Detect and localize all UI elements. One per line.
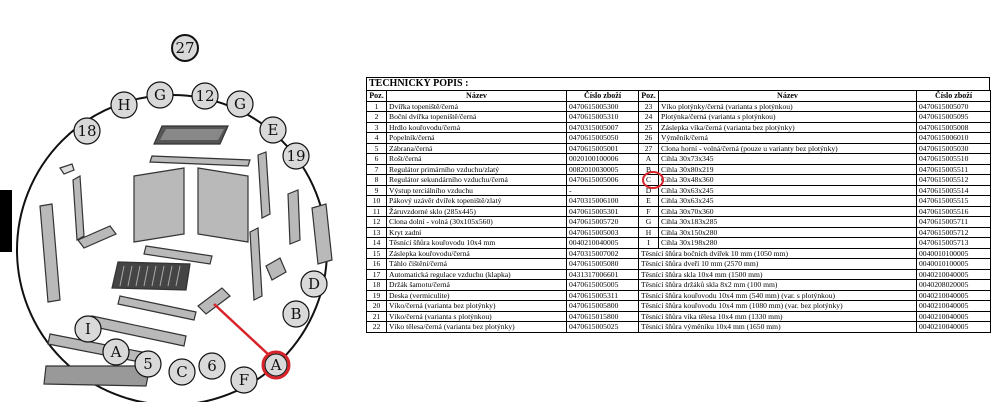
svg-text:G: G bbox=[154, 86, 166, 104]
cell-poz: 3 bbox=[367, 122, 387, 133]
cell-nazev: Rošt/černá bbox=[387, 154, 567, 165]
exploded-parts-diagram bbox=[0, 0, 345, 402]
cell-poz-right: Těsnící šňůra skla 10x4 mm (1500 mm) bbox=[639, 269, 917, 280]
table-row bbox=[367, 301, 991, 312]
cell-nazev: Kryt zadní bbox=[387, 227, 567, 238]
cell-nazev-right: Plotýnka/černá (varianta s plotýnkou) bbox=[659, 112, 917, 123]
svg-text:A: A bbox=[270, 356, 282, 374]
svg-text:I: I bbox=[85, 320, 91, 338]
table-header-row bbox=[367, 91, 991, 102]
cell-poz-right: A bbox=[639, 154, 659, 165]
label-h bbox=[111, 92, 137, 118]
cell-cislo-right: 0470615005095 bbox=[917, 112, 991, 123]
cell-cislo-right: 0470615005711 bbox=[917, 217, 991, 228]
cell-poz: 10 bbox=[367, 196, 387, 207]
cell-cislo: 0470615005005 bbox=[567, 280, 639, 291]
table-body bbox=[367, 101, 991, 332]
cell-cislo: 0470615005025 bbox=[567, 322, 639, 333]
label-a bbox=[103, 339, 129, 365]
cell-nazev: Regulátor primárního vzduchu/zlatý bbox=[387, 164, 567, 175]
cell-nazev: Držák šamotu/černá bbox=[387, 280, 567, 291]
table-row bbox=[367, 290, 991, 301]
cell-cislo: 0082010030005 bbox=[567, 164, 639, 175]
header-cislo-right: Číslo zboží bbox=[917, 91, 991, 102]
cell-nazev: Táhlo čištění/černá bbox=[387, 259, 567, 270]
cell-nazev: Hrdlo kouřovodu/černá bbox=[387, 122, 567, 133]
svg-text:H: H bbox=[117, 96, 131, 114]
cell-cislo: 0470615005311 bbox=[567, 290, 639, 301]
brick-6 bbox=[44, 366, 150, 386]
d-panel bbox=[288, 190, 300, 244]
cell-nazev: Pákový uzávěr dvířek topeniště/zlatý bbox=[387, 196, 567, 207]
table-row bbox=[367, 122, 991, 133]
table-row bbox=[367, 248, 991, 259]
label-c bbox=[169, 359, 195, 385]
svg-text:19: 19 bbox=[286, 147, 306, 165]
cell-nazev: Těsnící šňůra kouřovodu 10x4 mm bbox=[387, 238, 567, 249]
cell-cislo-right: 0470615005030 bbox=[917, 143, 991, 154]
cell-poz: 13 bbox=[367, 227, 387, 238]
cell-cislo: 0470615005001 bbox=[567, 143, 639, 154]
cell-poz-right: E bbox=[639, 196, 659, 207]
table-row bbox=[367, 175, 991, 186]
cell-poz: 14 bbox=[367, 238, 387, 249]
cell-poz: 2 bbox=[367, 112, 387, 123]
table-title: TECHNICKÝ POPIS : bbox=[366, 77, 990, 90]
cell-nazev-right: Cihla 30x63x245 bbox=[659, 196, 917, 207]
cell-nazev: Deska (vermiculite) bbox=[387, 290, 567, 301]
svg-text:27: 27 bbox=[175, 39, 195, 57]
cell-cislo: 0040210040005 bbox=[567, 238, 639, 249]
cell-cislo-right: 0040010100005 bbox=[917, 248, 991, 259]
cell-poz-right: C bbox=[639, 175, 659, 186]
table-row bbox=[367, 259, 991, 270]
table-row bbox=[367, 164, 991, 175]
table-row bbox=[367, 143, 991, 154]
cell-nazev: Výstup terciálního vzduchu bbox=[387, 185, 567, 196]
cell-nazev: Dvířka topeniště/černá bbox=[387, 101, 567, 112]
cell-cislo: 0431317006601 bbox=[567, 269, 639, 280]
cell-nazev: Boční dvířka topeniště/černá bbox=[387, 112, 567, 123]
cell-poz-right: B bbox=[639, 164, 659, 175]
table-row bbox=[367, 217, 991, 228]
cell-nazev: Automatická regulace vzduchu (klapka) bbox=[387, 269, 567, 280]
label-6 bbox=[199, 353, 225, 379]
cell-poz-right: 27 bbox=[639, 143, 659, 154]
cell-nazev-right: Cihla 30x63x245 bbox=[659, 185, 917, 196]
label-18 bbox=[74, 118, 100, 144]
table-row bbox=[367, 185, 991, 196]
svg-text:6: 6 bbox=[207, 357, 217, 375]
cell-poz: 12 bbox=[367, 217, 387, 228]
cell-poz-right: H bbox=[639, 227, 659, 238]
cell-cislo-right: 0040208020005 bbox=[917, 280, 991, 291]
cell-nazev-right: Víko plotýnky/černá (varianta s plotýnkou) bbox=[659, 101, 917, 112]
cell-poz: 17 bbox=[367, 269, 387, 280]
cell-poz-right: 24 bbox=[639, 112, 659, 123]
cell-cislo: 0470615005800 bbox=[567, 301, 639, 312]
table-row bbox=[367, 227, 991, 238]
cell-poz-right: Těsnící šňůra dveří 10 mm (2570 mm) bbox=[639, 259, 917, 270]
cell-nazev: Clona dolní - volná (30x105x560) bbox=[387, 217, 567, 228]
cell-cislo: 0470315005007 bbox=[567, 122, 639, 133]
cell-cislo-right: 0470615005070 bbox=[917, 101, 991, 112]
cell-poz: 9 bbox=[367, 185, 387, 196]
cell-poz-right: Těsnící šňůra víka tělesa 10x4 mm (1330 mm) bbox=[639, 311, 917, 322]
g-panel-right bbox=[198, 168, 248, 242]
cell-nazev: Žáruvzdorné sklo (285x445) bbox=[387, 206, 567, 217]
table-row bbox=[367, 311, 991, 322]
header-cislo-left: Číslo zboží bbox=[567, 91, 639, 102]
cell-poz: 16 bbox=[367, 259, 387, 270]
cell-cislo-right: 0470615005514 bbox=[917, 185, 991, 196]
label-d bbox=[301, 271, 327, 297]
table-row bbox=[367, 112, 991, 123]
cell-nazev-right: Záslepka víka/černá (varianta bez plotýnky) bbox=[659, 122, 917, 133]
header-poz-left: Poz. bbox=[367, 91, 387, 102]
cell-cislo: 0470615005006 bbox=[567, 175, 639, 186]
label-5 bbox=[135, 351, 161, 377]
cell-poz-right: F bbox=[639, 206, 659, 217]
label-b bbox=[283, 301, 309, 327]
cell-nazev-right: Cihla 30x198x280 bbox=[659, 238, 917, 249]
cell-poz-right: 26 bbox=[639, 133, 659, 144]
cell-poz-right: Těsnící šňůra kouřovodu 10x4 mm (540 mm) (var. s plotýnkou) bbox=[639, 290, 917, 301]
cell-cislo-right: 0040210040005 bbox=[917, 311, 991, 322]
cell-poz: 22 bbox=[367, 322, 387, 333]
cell-poz-right: D bbox=[639, 185, 659, 196]
parts-table bbox=[366, 90, 991, 333]
label-19 bbox=[283, 143, 309, 169]
header-poz-right: Poz. bbox=[639, 91, 659, 102]
cell-cislo: - bbox=[567, 185, 639, 196]
cell-cislo: 0470615005310 bbox=[567, 112, 639, 123]
table-row bbox=[367, 280, 991, 291]
cell-poz-right: Těsnící šňůra kouřovodu 10x4 mm (1080 mm) (var. bez plotýnky) bbox=[639, 301, 917, 312]
cell-nazev-right: Cihla 30x183x285 bbox=[659, 217, 917, 228]
cell-poz-right: G bbox=[639, 217, 659, 228]
svg-text:F: F bbox=[238, 371, 250, 389]
cell-nazev: Víko tělesa/černá (varianta bez plotýnky) bbox=[387, 322, 567, 333]
svg-text:E: E bbox=[267, 121, 279, 139]
cell-cislo-right: 0470615005510 bbox=[917, 154, 991, 165]
cell-cislo: 0470615005050 bbox=[567, 133, 639, 144]
cell-nazev-right: Cihla 30x150x280 bbox=[659, 227, 917, 238]
cell-nazev: Popelník/černá bbox=[387, 133, 567, 144]
cell-nazev-right: Cihla 30x70x360 bbox=[659, 206, 917, 217]
cell-nazev-right: Výměník/černá bbox=[659, 133, 917, 144]
cell-nazev-right: Clona horní - volná/černá (pouze u varianty bez plotýnky) bbox=[659, 143, 917, 154]
cell-cislo-right: 0470615005008 bbox=[917, 122, 991, 133]
cell-nazev: Víko/černá (varianta s plotýnkou) bbox=[387, 311, 567, 322]
cell-poz: 11 bbox=[367, 206, 387, 217]
cell-cislo-right: 0470615005712 bbox=[917, 227, 991, 238]
label-a-highlighted bbox=[265, 354, 287, 376]
cell-poz-right: Těsnící šňůra držáků skla 8x2 mm (100 mm) bbox=[639, 280, 917, 291]
cell-poz: 18 bbox=[367, 280, 387, 291]
cell-poz: 6 bbox=[367, 154, 387, 165]
cell-cislo-right: 0470615005516 bbox=[917, 206, 991, 217]
cell-poz: 19 bbox=[367, 290, 387, 301]
cell-poz: 15 bbox=[367, 248, 387, 259]
cell-nazev-right: Cihla 30x73x345 bbox=[659, 154, 917, 165]
cell-cislo: 0470315006100 bbox=[567, 196, 639, 207]
svg-text:C: C bbox=[176, 363, 188, 381]
cell-poz: 7 bbox=[367, 164, 387, 175]
cell-nazev: Regulátor sekundárního vzduchu/černá bbox=[387, 175, 567, 186]
table-row bbox=[367, 322, 991, 333]
label-12 bbox=[192, 83, 218, 109]
cell-poz: 20 bbox=[367, 301, 387, 312]
label-g-right bbox=[227, 91, 253, 117]
cell-cislo-right: 0470615005511 bbox=[917, 164, 991, 175]
cell-nazev-right: Cihla 30x48x360 bbox=[659, 175, 917, 186]
technical-description bbox=[366, 77, 990, 333]
table-row bbox=[367, 206, 991, 217]
cell-nazev: Zábrana/černá bbox=[387, 143, 567, 154]
cell-poz: 21 bbox=[367, 311, 387, 322]
cell-cislo-right: 0040210040005 bbox=[917, 301, 991, 312]
table-row bbox=[367, 196, 991, 207]
cell-cislo-right: 0040210040005 bbox=[917, 322, 991, 333]
cell-poz: 8 bbox=[367, 175, 387, 186]
cell-cislo: 0020100100006 bbox=[567, 154, 639, 165]
cell-poz-right: Těsnící šňůra bočních dvířek 10 mm (1050 mm) bbox=[639, 248, 917, 259]
cell-poz: 4 bbox=[367, 133, 387, 144]
label-e bbox=[260, 117, 286, 143]
cell-cislo-right: 0040210040005 bbox=[917, 290, 991, 301]
svg-text:A: A bbox=[110, 343, 122, 361]
g-panel-left bbox=[134, 168, 184, 242]
cell-nazev: Záslepka kouřovodu/černá bbox=[387, 248, 567, 259]
cell-poz: 1 bbox=[367, 101, 387, 112]
table-row bbox=[367, 269, 991, 280]
cell-cislo-right: 0470615005512 bbox=[917, 175, 991, 186]
svg-text:5: 5 bbox=[143, 355, 153, 373]
label-g-left bbox=[147, 82, 173, 108]
svg-text:18: 18 bbox=[77, 122, 97, 140]
label-f bbox=[231, 367, 257, 393]
highlight-ring-row6 bbox=[640, 170, 666, 190]
cell-poz-right: 25 bbox=[639, 122, 659, 133]
cell-cislo: 0470615015800 bbox=[567, 311, 639, 322]
cell-poz-right: I bbox=[639, 238, 659, 249]
label-i bbox=[75, 316, 101, 342]
label-27 bbox=[172, 35, 198, 61]
cell-poz-right: 23 bbox=[639, 101, 659, 112]
table-row bbox=[367, 101, 991, 112]
cell-cislo: 0470615005080 bbox=[567, 259, 639, 270]
cell-cislo: 0470315007002 bbox=[567, 248, 639, 259]
cell-cislo: 0470615005300 bbox=[567, 101, 639, 112]
svg-text:12: 12 bbox=[195, 87, 215, 105]
cell-cislo-right: 0470615005515 bbox=[917, 196, 991, 207]
svg-text:D: D bbox=[307, 275, 321, 293]
cell-cislo-right: 0040010100005 bbox=[917, 259, 991, 270]
cell-poz-right: Těsnící šňůra výměníku 10x4 mm (1650 mm) bbox=[639, 322, 917, 333]
cell-cislo-right: 0040210040005 bbox=[917, 269, 991, 280]
cell-cislo: 0470615005301 bbox=[567, 206, 639, 217]
cell-cislo-right: 0470615005713 bbox=[917, 238, 991, 249]
edge-marker bbox=[0, 190, 12, 252]
svg-text:B: B bbox=[290, 305, 302, 323]
cell-nazev: Víko/černá (varianta bez plotýnky) bbox=[387, 301, 567, 312]
svg-text:G: G bbox=[234, 95, 246, 113]
cell-poz: 5 bbox=[367, 143, 387, 154]
cell-cislo-right: 0470615006010 bbox=[917, 133, 991, 144]
cell-cislo: 0470615005720 bbox=[567, 217, 639, 228]
header-nazev-right: Název bbox=[659, 91, 917, 102]
table-row bbox=[367, 238, 991, 249]
cell-nazev-right: Cihla 30x80x219 bbox=[659, 164, 917, 175]
table-row bbox=[367, 133, 991, 144]
table-row bbox=[367, 154, 991, 165]
header-nazev-left: Název bbox=[387, 91, 567, 102]
cell-cislo: 0470615005003 bbox=[567, 227, 639, 238]
